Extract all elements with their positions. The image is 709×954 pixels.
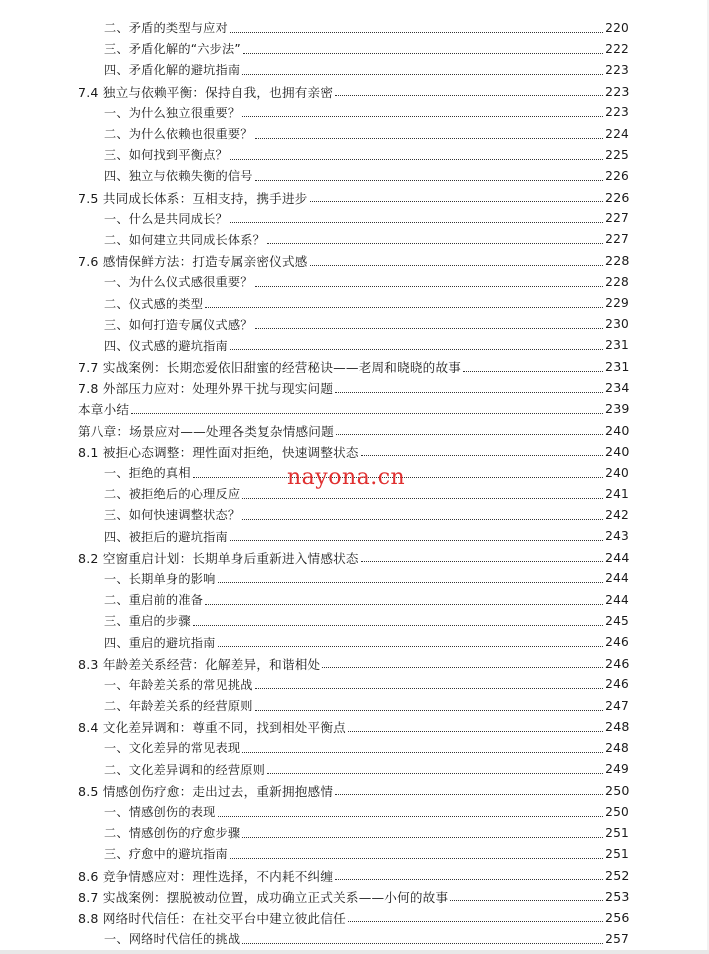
toc-entry-title: 四、矛盾化解的避坑指南 xyxy=(104,63,241,78)
toc-entry-page-number: 223 xyxy=(605,83,630,99)
toc-entry[interactable] xyxy=(0,653,707,674)
toc-entry-page-number: 250 xyxy=(605,782,630,798)
toc-entry-page-number: 227 xyxy=(605,232,629,247)
toc-entry[interactable] xyxy=(0,271,707,292)
watermark-text: nayona.cn xyxy=(287,465,406,490)
toc-entry-page-number: 240 xyxy=(605,422,630,438)
toc-entry-title: 二、如何建立共同成长体系？ xyxy=(104,232,266,247)
toc-entry-title: 三、重启的步骤 xyxy=(104,614,191,629)
page-bottom-edge xyxy=(0,950,709,954)
toc-entry-title: 8.8 网络时代信任：在社交平台中建立彼此信任 xyxy=(78,910,346,926)
toc-entry-title: 三、如何打造专属仪式感？ xyxy=(104,317,253,332)
toc-entry-title: 8.5 情感创伤疗愈：走出过去，重新拥抱感情 xyxy=(78,783,334,799)
toc-entry-title: 二、重启前的准备 xyxy=(104,593,204,608)
dot-leader xyxy=(230,31,603,33)
toc-entry-title: 二、仪式感的类型 xyxy=(104,296,204,311)
toc-entry[interactable] xyxy=(0,59,707,80)
toc-entry-title: 二、矛盾的类型与应对 xyxy=(104,21,228,36)
toc-entry-page-number: 226 xyxy=(605,189,630,205)
toc-entry-title: 二、年龄差关系的经营原则 xyxy=(104,699,253,714)
dot-leader xyxy=(218,815,604,817)
toc-entry-page-number: 251 xyxy=(605,846,629,861)
dot-leader xyxy=(230,857,603,859)
toc-entry-title: 8.7 实战案例：摆脱被动位置，成功确立正式关系——小何的故事 xyxy=(78,889,449,905)
dot-leader xyxy=(242,751,603,753)
toc-entry[interactable] xyxy=(0,123,707,144)
toc-entry[interactable] xyxy=(0,377,707,398)
toc-entry-title: 7.8 外部压力应对：处理外界干扰与现实问题 xyxy=(78,381,334,397)
dot-leader xyxy=(267,772,603,774)
toc-entry-page-number: 229 xyxy=(605,296,629,311)
dot-leader xyxy=(255,179,603,181)
toc-entry-page-number: 246 xyxy=(605,677,629,692)
toc-entry-title: 二、为什么依赖也很重要？ xyxy=(104,127,253,142)
toc-entry-page-number: 249 xyxy=(605,762,629,777)
toc-entry-title: 8.1 被拒心态调整：理性面对拒绝，快速调整状态 xyxy=(78,444,359,460)
dot-leader xyxy=(361,454,603,456)
toc-entry[interactable] xyxy=(0,441,707,462)
toc-entry-title: 一、为什么仪式感很重要？ xyxy=(104,275,253,290)
toc-entry[interactable] xyxy=(0,17,707,38)
toc-entry-title: 四、独立与依赖失衡的信号 xyxy=(104,169,253,184)
toc-entry[interactable] xyxy=(0,610,707,631)
dot-leader xyxy=(242,115,603,117)
toc-entry[interactable] xyxy=(0,208,707,229)
toc-entry-page-number: 245 xyxy=(605,613,629,628)
dot-leader xyxy=(361,560,603,562)
toc-entry-page-number: 231 xyxy=(605,338,629,353)
toc-entry-page-number: 227 xyxy=(605,211,629,226)
toc-entry-page-number: 256 xyxy=(605,909,630,925)
toc-entry-page-number: 243 xyxy=(605,529,629,544)
dot-leader xyxy=(267,242,603,244)
dot-leader xyxy=(336,433,603,435)
toc-entry[interactable] xyxy=(0,865,707,886)
toc-entry-title: 二、情感创伤的疗愈步骤 xyxy=(104,826,241,841)
toc-entry-title: 四、重启的避坑指南 xyxy=(104,635,216,650)
toc-entry[interactable] xyxy=(0,780,707,801)
toc-entry-title: 三、如何找到平衡点？ xyxy=(104,148,228,163)
toc-entry-title: 一、为什么独立很重要？ xyxy=(104,105,241,120)
toc-entry-page-number: 246 xyxy=(605,655,630,671)
toc-entry[interactable] xyxy=(0,81,707,102)
toc-entry-page-number: 225 xyxy=(605,147,629,162)
toc-entry[interactable] xyxy=(0,165,707,186)
toc-entry[interactable] xyxy=(0,631,707,652)
toc-entry[interactable] xyxy=(0,737,707,758)
toc-entry-page-number: 252 xyxy=(605,867,630,883)
toc-entry[interactable] xyxy=(0,314,707,335)
toc-entry[interactable] xyxy=(0,759,707,780)
dot-leader xyxy=(242,518,603,520)
toc-entry[interactable] xyxy=(0,886,707,907)
dot-leader xyxy=(335,391,603,393)
toc-entry-page-number: 220 xyxy=(605,20,629,35)
dot-leader xyxy=(255,709,603,711)
dot-leader xyxy=(218,581,604,583)
dot-leader xyxy=(218,645,604,647)
dot-leader xyxy=(348,920,603,922)
toc-entry-page-number: 253 xyxy=(605,888,630,904)
toc-entry[interactable] xyxy=(0,928,707,949)
toc-entry-page-number: 228 xyxy=(605,274,629,289)
dot-leader xyxy=(193,624,603,626)
toc-entry-title: 7.4 独立与依赖平衡：保持自我，也拥有亲密 xyxy=(78,84,334,100)
toc-entry-page-number: 234 xyxy=(605,380,630,396)
toc-entry[interactable] xyxy=(0,335,707,356)
toc-entry-title: 二、被拒绝后的心理反应 xyxy=(104,487,241,502)
toc-entry[interactable] xyxy=(0,526,707,547)
dot-leader xyxy=(335,94,603,96)
toc-entry[interactable] xyxy=(0,187,707,208)
toc-entry-page-number: 228 xyxy=(605,253,630,269)
dot-leader xyxy=(310,264,603,266)
toc-entry[interactable] xyxy=(0,695,707,716)
toc-entry-page-number: 241 xyxy=(605,486,629,501)
toc-entry-title: 第八章：场景应对——处理各类复杂情感问题 xyxy=(78,423,334,439)
toc-entry[interactable] xyxy=(0,716,707,737)
toc-entry-page-number: 257 xyxy=(605,931,629,946)
toc-entry-page-number: 230 xyxy=(605,317,629,332)
toc-entry-page-number: 248 xyxy=(605,719,630,735)
toc-entry-page-number: 244 xyxy=(605,549,630,565)
toc-entry-page-number: 226 xyxy=(605,168,629,183)
dot-leader xyxy=(335,878,603,880)
toc-entry-title: 三、矛盾化解的“六步法” xyxy=(104,42,241,57)
toc-entry-page-number: 222 xyxy=(605,41,629,56)
toc-entry[interactable] xyxy=(0,102,707,123)
toc-entry[interactable] xyxy=(0,398,707,419)
toc-entry[interactable] xyxy=(0,843,707,864)
dot-leader xyxy=(243,52,603,54)
toc-entry[interactable] xyxy=(0,822,707,843)
toc-entry-title: 二、文化差异调和的经营原则 xyxy=(104,762,266,777)
dot-leader xyxy=(205,306,603,308)
toc-entry-title: 三、如何快速调整状态？ xyxy=(104,508,241,523)
toc-entry-title: 7.5 共同成长体系：互相支持，携手进步 xyxy=(78,190,308,206)
dot-leader xyxy=(242,942,603,944)
toc-entry[interactable] xyxy=(0,589,707,610)
dot-leader xyxy=(255,327,603,329)
toc-entry-title: 8.4 文化差异调和：尊重不同，找到相处平衡点 xyxy=(78,720,346,736)
dot-leader xyxy=(230,221,603,223)
dot-leader xyxy=(242,836,603,838)
dot-leader xyxy=(463,370,603,372)
toc-entry-page-number: 244 xyxy=(605,571,629,586)
dot-leader xyxy=(310,200,603,202)
dot-leader xyxy=(335,793,603,795)
toc-entry-page-number: 240 xyxy=(605,465,629,480)
toc-entry[interactable] xyxy=(0,547,707,568)
toc-entry-page-number: 246 xyxy=(605,635,629,650)
toc-entry-title: 8.3 年龄差关系经营：化解差异，和谐相处 xyxy=(78,656,321,672)
toc-entry[interactable] xyxy=(0,568,707,589)
toc-entry[interactable] xyxy=(0,356,707,377)
toc-entry-title: 8.6 竞争情感应对：理性选择，不内耗不纠缠 xyxy=(78,868,334,884)
dot-leader xyxy=(230,158,603,160)
toc-entry[interactable] xyxy=(0,801,707,822)
dot-leader xyxy=(230,348,603,350)
toc-entry-title: 一、长期单身的影响 xyxy=(104,571,216,586)
toc-entry-title: 四、仪式感的避坑指南 xyxy=(104,338,228,353)
toc-entry[interactable] xyxy=(0,504,707,525)
toc-entry-title: 一、网络时代信任的挑战 xyxy=(104,932,241,947)
toc-entry-page-number: 248 xyxy=(605,740,629,755)
dot-leader xyxy=(255,285,603,287)
dot-leader xyxy=(348,730,603,732)
toc-entry-title: 本章小结 xyxy=(78,402,130,418)
toc-entry-page-number: 242 xyxy=(605,507,629,522)
toc-entry-page-number: 250 xyxy=(605,804,629,819)
toc-entry-title: 一、拒绝的真相 xyxy=(104,466,191,481)
toc-entry-title: 一、情感创伤的表现 xyxy=(104,805,216,820)
toc-entry-page-number: 223 xyxy=(605,62,629,77)
dot-leader xyxy=(450,899,603,901)
toc-entry[interactable] xyxy=(0,144,707,165)
toc-entry-title: 7.6 感情保鲜方法：打造专属亲密仪式感 xyxy=(78,254,308,270)
toc-entry-page-number: 239 xyxy=(605,401,630,417)
toc-entry[interactable] xyxy=(0,292,707,313)
dot-leader xyxy=(230,539,603,541)
toc-entry[interactable] xyxy=(0,420,707,441)
toc-entry-title: 三、疗愈中的避坑指南 xyxy=(104,847,228,862)
toc-entry[interactable] xyxy=(0,229,707,250)
toc-entry[interactable] xyxy=(0,674,707,695)
toc-entry[interactable] xyxy=(0,38,707,59)
dot-leader xyxy=(322,666,603,668)
dot-leader xyxy=(242,73,603,75)
toc-entry-title: 一、年龄差关系的常见挑战 xyxy=(104,677,253,692)
dot-leader xyxy=(205,603,603,605)
dot-leader xyxy=(255,687,603,689)
toc-entry-title: 一、什么是共同成长？ xyxy=(104,211,228,226)
toc-entry[interactable] xyxy=(0,907,707,928)
dot-leader xyxy=(242,497,603,499)
toc-entry-page-number: 223 xyxy=(605,105,629,120)
toc-entry-title: 7.7 实战案例：长期恋爱依旧甜蜜的经营秘诀——老周和晓晓的故事 xyxy=(78,360,462,376)
toc-entry-title: 四、被拒后的避坑指南 xyxy=(104,529,228,544)
toc-entry-page-number: 240 xyxy=(605,443,630,459)
toc-entry-title: 8.2 空窗重启计划：长期单身后重新进入情感状态 xyxy=(78,550,359,566)
toc-entry-page-number: 224 xyxy=(605,126,629,141)
toc-entry[interactable] xyxy=(0,250,707,271)
toc-entry-page-number: 247 xyxy=(605,698,629,713)
dot-leader xyxy=(255,137,603,139)
toc-entry-title: 一、文化差异的常见表现 xyxy=(104,741,241,756)
toc-entry-page-number: 244 xyxy=(605,592,629,607)
toc-entry-page-number: 231 xyxy=(605,359,630,375)
dot-leader xyxy=(131,412,603,414)
toc-entry-page-number: 251 xyxy=(605,825,629,840)
